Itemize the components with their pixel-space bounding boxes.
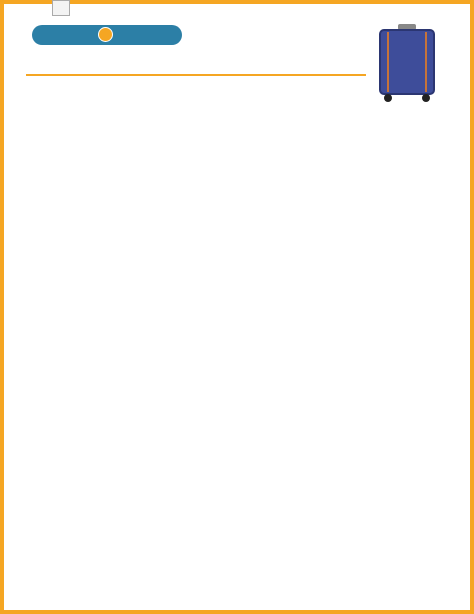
smarter-travel-logo xyxy=(32,25,182,45)
suitcase-icon xyxy=(374,24,440,106)
title-divider xyxy=(26,74,366,76)
globe-icon xyxy=(98,27,113,42)
scale-tooltip xyxy=(52,0,70,16)
packing-list-page xyxy=(4,4,470,610)
